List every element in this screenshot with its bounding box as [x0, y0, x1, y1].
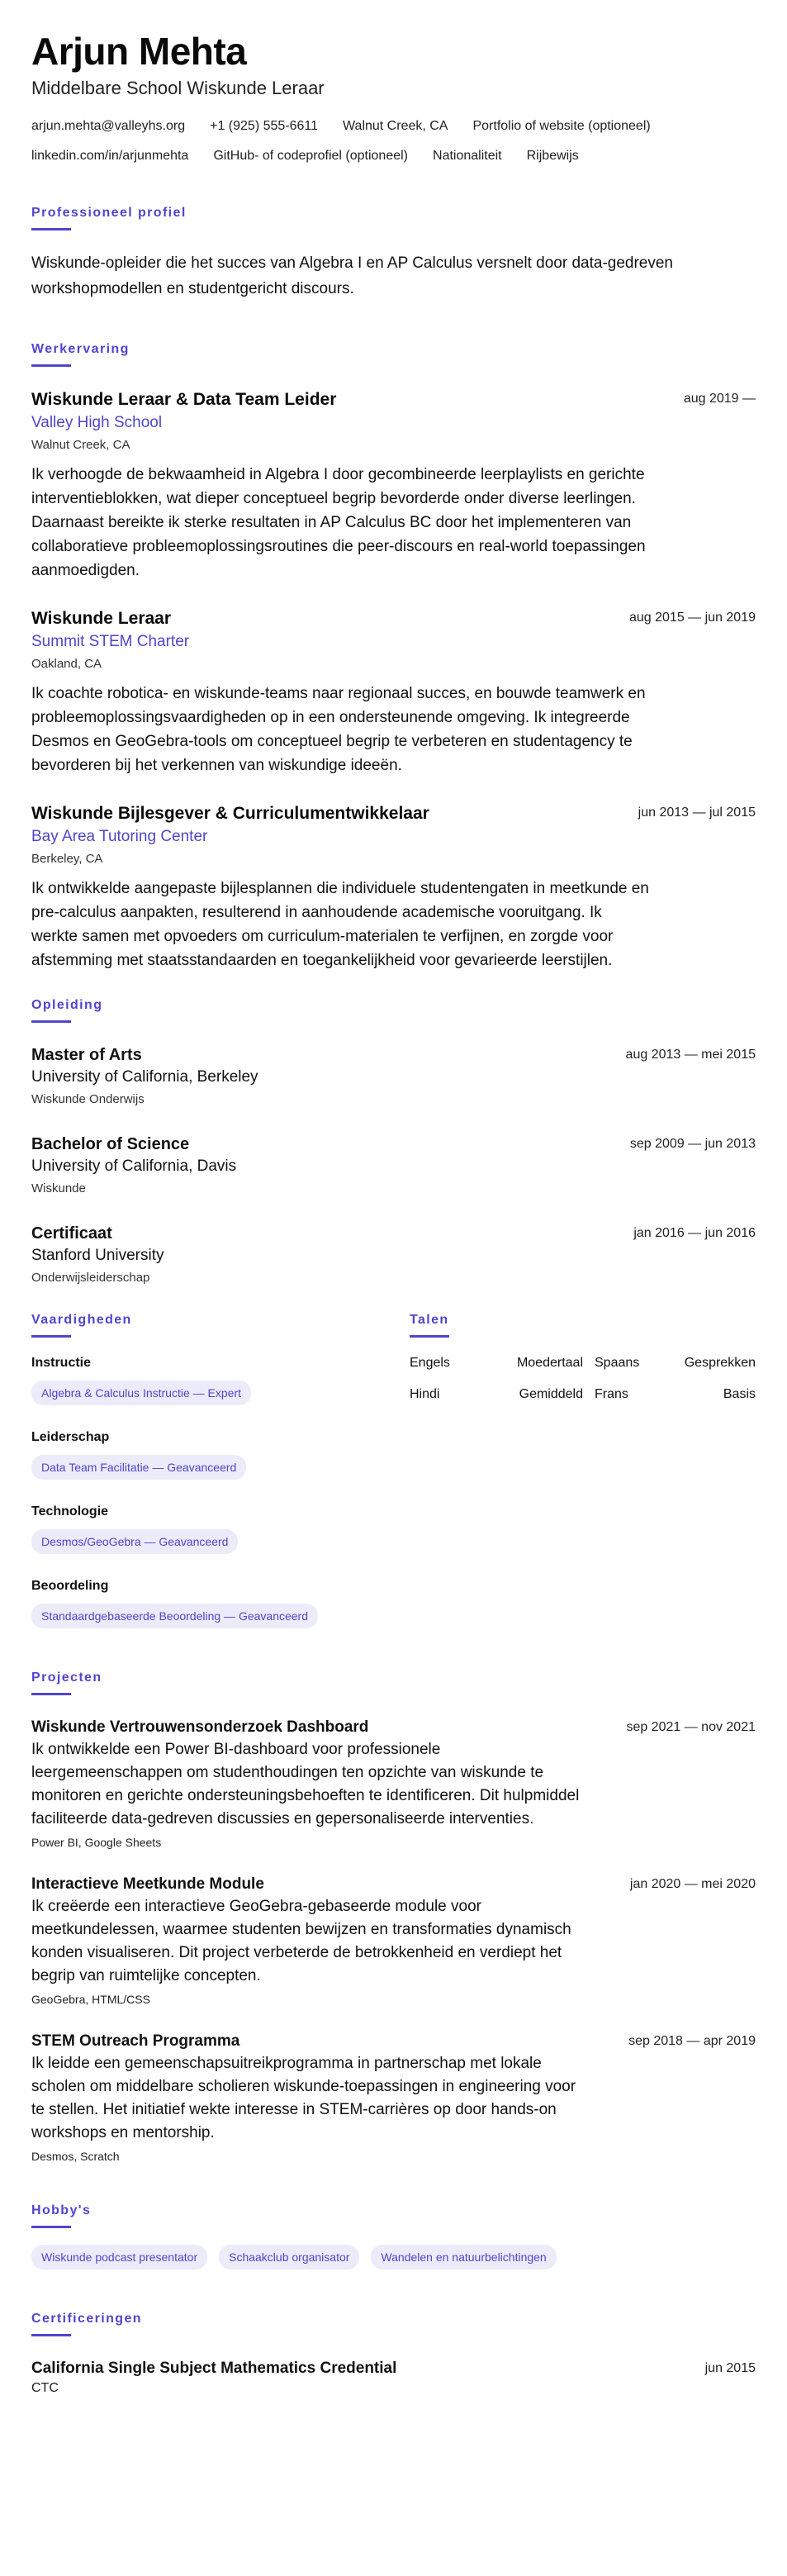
project-dates: jan 2020 — mei 2020: [629, 1877, 756, 1891]
edu-school: Stanford University: [31, 1247, 164, 1264]
job-title: Wiskunde Leraar & Data Team Leider: [31, 390, 337, 409]
job-description: Ik ontwikkelde aangepaste bijlesplannen die individuele studentengaten in meetkunde en pre-calculus aanpakten, resulterend in aanhoudende academische vooruitgang. Ik werkte samen met opvoeders om curriculum-materialen te verfijnen, en zorgde voor afstemming met staatsstandaarden en toegankelijkheid voor gevarieerde leerstijlen.: [31, 880, 649, 969]
job-location: Walnut Creek, CA: [31, 438, 130, 452]
experience-entry: [31, 607, 756, 777]
language-level: Moedertaal: [516, 1356, 583, 1370]
job-company: Summit STEM Charter: [31, 633, 190, 650]
job-location: Oakland, CA: [31, 657, 102, 671]
contact-email[interactable]: arjun.mehta@valleyhs.org: [31, 119, 186, 133]
language-name: Spaans: [595, 1356, 640, 1370]
education-entry: [31, 1044, 756, 1109]
project-description: Ik ontwikkelde een Power BI-dashboard voor professionele leergemeenschappen om studenthoudingen ten opzichte van wiskunde te monitoren en gerichte ondersteuningsbehoeften te identificeren. Dit hulpmiddel faciliteerde data-gedreven discussies en gepersonaliseerde interventies.: [31, 1741, 580, 1827]
section-underline: [31, 228, 71, 231]
contact-phone[interactable]: +1 (925) 555-6611: [210, 119, 319, 133]
education-section: [31, 997, 756, 1287]
contact-location: Walnut Creek, CA: [343, 119, 448, 133]
edu-degree: Master of Arts: [31, 1046, 142, 1064]
section-title: Professioneel profiel: [31, 206, 187, 220]
resume-header: [31, 28, 756, 165]
job-location: Berkeley, CA: [31, 852, 103, 866]
language-row: [410, 1385, 756, 1404]
contact-portfolio[interactable]: Portfolio of website (optioneel): [472, 119, 651, 133]
project-entry: [31, 2031, 756, 2165]
language-name: Hindi: [410, 1387, 440, 1401]
skill-tag: Algebra & Calculus Instructie — Expert: [31, 1381, 251, 1405]
job-dates: aug 2019 —: [683, 392, 756, 406]
certifications-section: [31, 2311, 756, 2398]
skill-category: Technologie: [31, 1504, 109, 1519]
edu-school: University of California, Berkeley: [31, 1068, 258, 1086]
job-company: Bay Area Tutoring Center: [31, 828, 208, 845]
certification-entry: [31, 2358, 756, 2398]
skills-section: [31, 1312, 410, 1652]
edu-dates: jan 2016 — jun 2016: [633, 1226, 756, 1240]
project-description: Ik leidde een gemeenschapsuitreikprogramma in partnerschap met lokale scholen om middelbare scholieren wiskunde-toepassingen in engineering voor te stellen. Het initiatief wekte interesse in STEM-carrières op door hands-on workshops en mentorship.: [31, 2055, 576, 2141]
job-description: Ik verhoogde de bekwaamheid in Algebra I door gecombineerde leerplaylists en gerichte interventieblokken, wat dieper conceptueel begrip bevorderde onder diverse leerlingen. Daarnaast bereikte ik sterke resultaten in AP Calculus BC door het implementeren van collaboratieve probleemoplossingsroutines die peer-discours en real-world toepassingen aanmoedigden.: [31, 466, 646, 579]
job-description: Ik coachte robotica- en wiskunde-teams naar regionaal succes, en bouwde teamwerk en probleemoplossingsvaardigheden op in een ondersteunende omgeving. Ik integreerde Desmos en GeoGebra-tools om conceptueel begrip te verbeteren en studentagency te bevorderen bij het verkennen van wiskundige ideeën.: [31, 685, 646, 774]
project-dates: sep 2021 — nov 2021: [626, 1720, 756, 1734]
experience-section: [31, 341, 756, 972]
edu-field: Wiskunde Onderwijs: [31, 1092, 145, 1106]
project-title: STEM Outreach Programma: [31, 2032, 240, 2050]
project-tech: GeoGebra, HTML/CSS: [31, 1993, 150, 2006]
skill-tag: Data Team Facilitatie — Geavanceerd: [31, 1455, 246, 1480]
edu-degree: Certificaat: [31, 1224, 112, 1243]
contact-list: [31, 117, 775, 165]
edu-degree: Bachelor of Science: [31, 1135, 190, 1153]
contact-github[interactable]: GitHub- of codeprofiel (optioneel): [213, 149, 409, 163]
skill-group: [31, 1503, 410, 1554]
section-underline: [31, 1020, 71, 1023]
projects-section: [31, 1670, 756, 2165]
experience-entry: [31, 802, 756, 972]
hobby-list: [31, 2245, 756, 2269]
skill-category: Instructie: [31, 1356, 92, 1370]
section-underline: [31, 2334, 71, 2336]
section-title: Vaardigheden: [31, 1313, 132, 1327]
section-title: Talen: [410, 1313, 449, 1327]
section-title: Hobby's: [31, 2203, 92, 2217]
skill-tag: Standaardgebaseerde Beoordeling — Geavanceerd: [31, 1604, 318, 1628]
skill-tag: Desmos/GeoGebra — Geavanceerd: [31, 1529, 238, 1554]
cert-issuer: CTC: [31, 2381, 59, 2395]
section-title: Certificeringen: [31, 2312, 142, 2326]
job-title: Wiskunde Bijlesgever & Curriculumentwikkelaar: [31, 804, 429, 823]
hobby-tag: Wiskunde podcast presentator: [31, 2245, 207, 2269]
contact-linkedin[interactable]: linkedin.com/in/arjunmehta: [31, 149, 189, 163]
project-dates: sep 2018 — apr 2019: [628, 2034, 756, 2048]
languages-section: [410, 1312, 756, 1652]
section-underline: [410, 1335, 449, 1338]
section-underline: [31, 364, 71, 367]
section-title: Projecten: [31, 1671, 102, 1685]
language-level: Basis: [723, 1387, 756, 1401]
contact-nationality: Nationaliteit: [433, 149, 502, 163]
skill-group: [31, 1428, 410, 1480]
section-underline: [31, 1335, 71, 1338]
hobby-tag: Wandelen en natuurbelichtingen: [371, 2245, 556, 2269]
project-title: Wiskunde Vertrouwensonderzoek Dashboard: [31, 1718, 369, 1736]
project-description: Ik creëerde een interactieve GeoGebra-gebaseerde module voor meetkundelessen, waarmee studenten bewijzen en transformaties dynamisch konden visualiseren. Dit project verbeterde de betrokkenheid en verdiept het begrip van ruimtelijke concepten.: [31, 1898, 571, 1984]
section-title: Werkervaring: [31, 342, 130, 356]
education-entry: [31, 1134, 756, 1198]
job-title: Wiskunde Leraar: [31, 609, 172, 628]
edu-field: Wiskunde: [31, 1181, 86, 1195]
cert-name: California Single Subject Mathematics Credential: [31, 2360, 397, 2377]
contact-license: Rijbewijs: [526, 149, 579, 163]
job-dates: jun 2013 — jul 2015: [638, 806, 756, 820]
job-company: Valley High School: [31, 414, 163, 431]
section-title: Opleiding: [31, 998, 103, 1012]
project-tech: Power BI, Google Sheets: [31, 1836, 162, 1849]
project-entry: [31, 1874, 756, 2008]
edu-dates: sep 2009 — jun 2013: [629, 1137, 756, 1151]
candidate-name: Arjun Mehta: [31, 30, 247, 73]
project-title: Interactieve Meetkunde Module: [31, 1875, 264, 1893]
education-entry: [31, 1223, 756, 1287]
project-entry: [31, 1717, 756, 1851]
profile-summary: Wiskunde-opleider die het succes van Algebra I en AP Calculus versnelt door data-gedreven workshopmodellen en studentgericht discours.: [31, 254, 673, 297]
language-name: Engels: [410, 1356, 450, 1370]
experience-entry: [31, 388, 756, 582]
profile-section: [31, 205, 756, 302]
edu-dates: aug 2013 — mei 2015: [625, 1048, 756, 1062]
job-dates: aug 2015 — jun 2019: [628, 611, 756, 625]
skill-group: [31, 1577, 410, 1628]
language-name: Frans: [595, 1387, 628, 1401]
skills-languages-row: [31, 1312, 756, 1652]
language-row: [410, 1354, 756, 1372]
candidate-role: Middelbare School Wiskunde Leraar: [31, 78, 325, 98]
skill-group: [31, 1354, 410, 1405]
hobbies-section: [31, 2203, 756, 2269]
skill-category: Leiderschap: [31, 1430, 110, 1444]
language-level: Gemiddeld: [519, 1387, 583, 1401]
cert-date: jun 2015: [704, 2361, 756, 2375]
section-underline: [31, 2226, 71, 2228]
project-tech: Desmos, Scratch: [31, 2150, 120, 2163]
edu-school: University of California, Davis: [31, 1157, 237, 1175]
hobby-tag: Schaakclub organisator: [219, 2245, 359, 2269]
language-level: Gesprekken: [684, 1356, 756, 1370]
edu-field: Onderwijsleiderschap: [31, 1271, 150, 1285]
skill-category: Beoordeling: [31, 1579, 109, 1593]
section-underline: [31, 1693, 71, 1695]
